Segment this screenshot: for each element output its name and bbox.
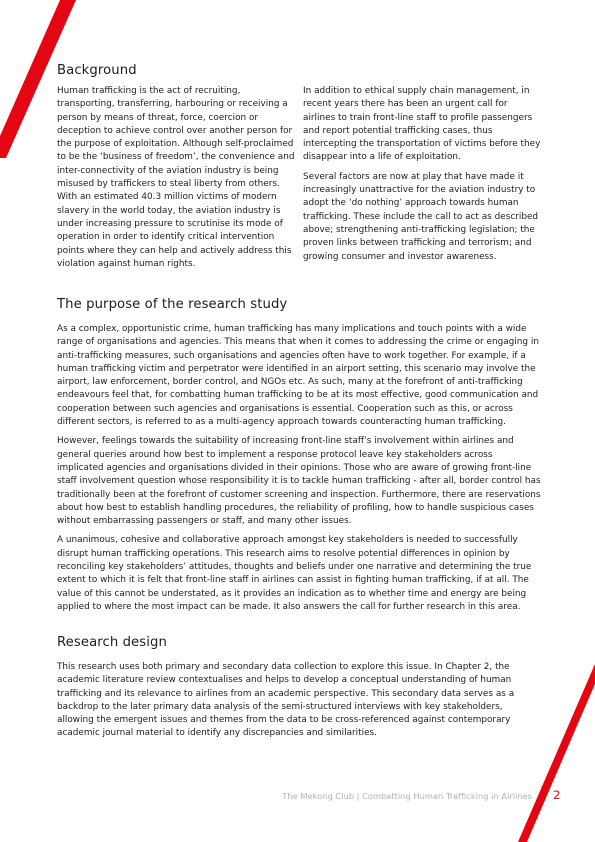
paragraph: Several factors are now at play that have made it increasingly unattractive for the aviation industry to adopt the ‘do nothing’ approach towards human trafficking. These include the call to act as described above; strengthening anti-trafficking legislation; the proven links between trafficking and terrorism; and growing consumer and investor awareness. bbox=[303, 171, 539, 262]
purpose-body bbox=[57, 323, 541, 620]
design-heading: Research design bbox=[57, 635, 167, 650]
footer-running-title: The Mekong Club | Combatting Human Trafficking in Airlines bbox=[282, 791, 532, 801]
background-right-column bbox=[303, 85, 541, 270]
paragraph: A unanimous, cohesive and collaborative approach amongst key stakeholders is needed to successfully disrupt human trafficking operations. This research aims to resolve potential differences in opinion by reconciling key stakeholders’ attitudes, thoughts and beliefs under one narrative and determining the true extent to which it is felt that front-line staff in airlines can assist in fighting human trafficking, if at all. The value of this cannot be understated, as it provides an indication as to whether time and energy are being applied to where the most impact can be made. It also answers the call for further research in this area. bbox=[57, 535, 532, 612]
paragraph: This research uses both primary and secondary data collection to explore this issue. In Chapter 2, the academic literature review contextualises and helps to develop a conceptual understanding of human trafficking and its relevance to airlines from an academic perspective. This secondary data serves as a backdrop to the later primary data analysis of the semi-structured interviews with key stakeholders, allowing the emergent issues and themes from the data to be cross-referenced against contemporary academic journal material to identify any discrepancies and similarities. bbox=[57, 662, 515, 739]
purpose-heading: The purpose of the research study bbox=[57, 297, 288, 312]
background-left-column bbox=[57, 85, 295, 277]
paragraph: However, feelings towards the suitability of increasing front-line staff’s involvement within airlines and general queries around how best to implement a response protocol leave key stakeholders across implicated agencies and organisations divided in their opinions. Those who are aware of growing front-line staff involvement question whose responsibility it is to tackle human trafficking - after all, border control has traditionally been at the forefront of customer screening and inspection. Furthermore, there are reservations about how best to establish handling procedures, the reliability of profiling, how to handle suspicious cases without embarrassing passengers or staff, and many other issues. bbox=[57, 436, 541, 527]
paragraph: In addition to ethical supply chain management, in recent years there has been an urgent call for airlines to train front-line staff to profile passengers and report potential trafficking cases, thus intercepting the transportation of victims before they disappear into a life of exploitation. bbox=[303, 86, 541, 163]
background-heading: Background bbox=[57, 63, 137, 78]
design-body bbox=[57, 661, 541, 747]
paragraph: As a complex, opportunistic crime, human trafficking has many implications and touch points with a wide range of organisations and agencies. This means that when it comes to addressing the crime or engaging in anti-trafficking measures, such organisations and agencies often have to work together. For example, if a human trafficking victim and perpetrator were identified in an airport setting, this scenario may involve the airport, law enforcement, border control, and NGOs etc. As such, many at the forefront of anti-trafficking endeavours feel that, for combatting human trafficking to be at its most effective, good communication and cooperation between such agencies and organisations is essential. Cooperation such as this, or across different sectors, is referred to as a multi-agency approach towards counteracting human trafficking. bbox=[57, 324, 539, 428]
paragraph: Human trafficking is the act of recruiting, transporting, transferring, harbouring or receiving a person by means of threat, force, coercion or deception to achieve control over another person for the purpose of exploitation. Although self-proclaimed to be the ‘business of freedom’, the convenience and inter-connectivity of the aviation industry is being misused by traffickers to steal liberty from others. With an estimated 40.3 million victims of modern slavery in the world today, the aviation industry is under increasing pressure to scrutinise its mode of operation in order to identify critical intervention points where they can help and actively address this violation against human rights. bbox=[57, 86, 295, 269]
page-number: 2 bbox=[553, 788, 561, 802]
